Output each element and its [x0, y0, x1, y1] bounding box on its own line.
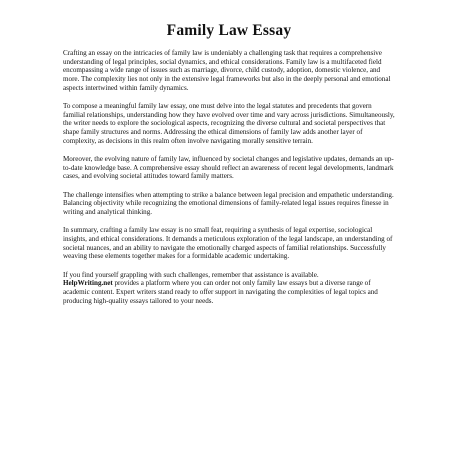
paragraph-5: In summary, crafting a family law essay is no small feat, requiring a synthesis of legal expertise, sociological insights, and ethical considerations. It demands a meticulous exploration of the legal landscape, an understanding of societal nuances, and an ability to navigate the emotionally charged aspects of familial relationships. Successfully weaving these elements together makes for a formidable academic undertaking. — [63, 226, 393, 261]
document-page — [63, 22, 395, 315]
closing-body: provides a platform where you can order not only family law essays but a diverse range of academic content. Expert writers stand ready to offer support in navigating the complexities of legal topics and producing high-quality essays tailored to your needs. — [63, 279, 378, 305]
closing-paragraph — [63, 271, 395, 306]
paragraph-2: To compose a meaningful family law essay, one must delve into the legal statutes and precedents that govern familial relationships, understanding how they have evolved over time and vary across jurisdictions. Simultaneously, the writer needs to explore the sociological aspects, recognizing the diverse cultural and societal perspectives that shape family structures and norms. Addressing the ethical dimensions of family law adds another layer of complexity, as decisions in this realm often involve navigating morally sensitive terrain. — [63, 102, 395, 145]
closing-intro: If you find yourself grappling with such challenges, remember that assistance is available. — [63, 270, 319, 279]
paragraph-3: Moreover, the evolving nature of family law, influenced by societal changes and legislative updates, demands an up-to-date knowledge base. A comprehensive essay should reflect an awareness of recent legal developments, landmark cases, and evolving societal attitudes toward family matters. — [63, 155, 394, 181]
paragraph-1: Crafting an essay on the intricacies of family law is undeniably a challenging task that requires a comprehensive understanding of legal principles, social dynamics, and ethical considerations. Family law is a multifaceted field encompassing a wide range of issues such as marriage, divorce, child custody, adoption, domestic violence, and more. The complexity lies not only in the extensive legal frameworks but also in the deeply personal and emotional aspects intertwined within family dynamics. — [63, 49, 391, 92]
paragraph-4: The challenge intensifies when attempting to strike a balance between legal precision and empathetic understanding. Balancing objectivity while recognizing the emotional dimensions of family-related legal issues requires finesse in writing and analytical thinking. — [63, 190, 394, 217]
brand-name: HelpWriting.net — [63, 279, 113, 288]
document-title: Family Law Essay — [166, 22, 292, 39]
